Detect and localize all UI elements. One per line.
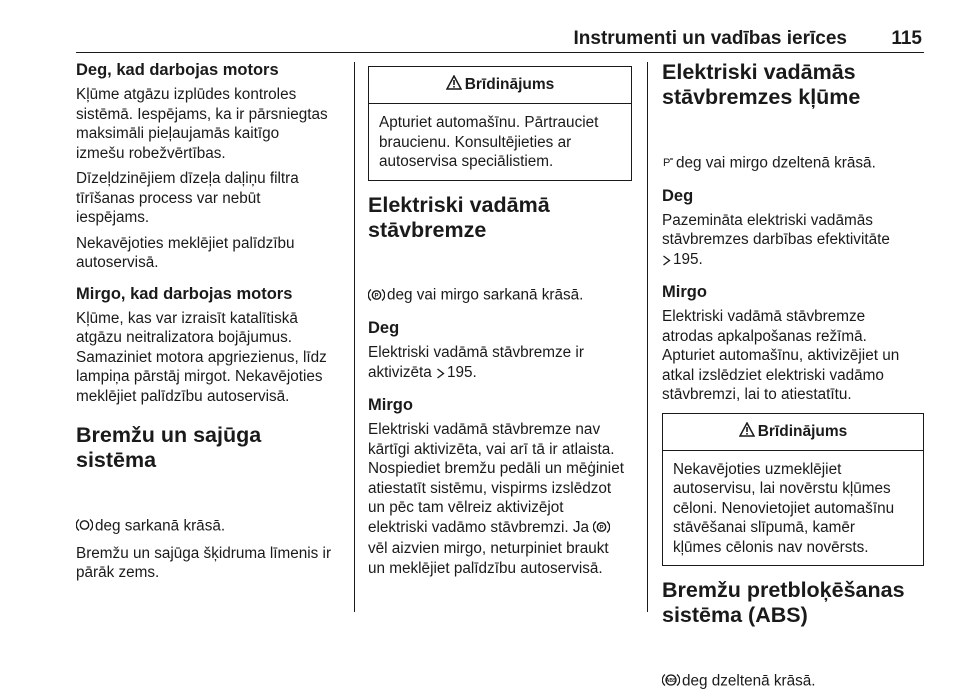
abs-icon <box>662 654 680 693</box>
paragraph: Pazemināta elektriski vadāmās stāvbremzes darbības efektivitāte 195. <box>662 211 924 272</box>
paragraph: Nekavējoties meklējiet palīdzību autoservisā. <box>76 234 295 271</box>
warning-box <box>662 413 924 567</box>
paragraph: P deg vai mirgo dzeltenā krāsā. <box>662 116 924 175</box>
page-number: 115 <box>891 28 922 49</box>
paragraph: deg sarkanā krāsā. <box>76 479 344 538</box>
brake-warning-icon <box>76 499 93 538</box>
paragraph: Elektriski vadāmā stāvbremze atrodas apkalpošanas režīmā. Apturiet automašīnu, aktivizējiet un atkal izslēdziet elektriski vadāmo stāvbremzi, lai to atiestatītu. <box>662 308 900 403</box>
heading-brake-system: Bremžu un sajūga sistēma <box>76 423 262 472</box>
warning-header: Brīdinājums <box>369 67 631 104</box>
page-header <box>0 0 960 56</box>
column-left <box>76 60 344 589</box>
parking-brake-fault-icon <box>662 136 674 175</box>
header-divider <box>76 52 924 53</box>
column-divider <box>647 62 648 612</box>
warning-triangle-icon <box>446 75 462 95</box>
svg-text:ABS: ABS <box>665 678 677 684</box>
svg-text:P: P <box>599 524 604 531</box>
warning-box <box>368 66 632 181</box>
svg-text:P: P <box>663 157 671 169</box>
warning-text: Nekavējoties uzmeklējiet autoservisu, lai novērstu kļūmes cēloni. Nenovietojiet automašīnu stāvēšanai slīpumā, kamēr kļūmes cēlonis nav novērsts. <box>673 460 895 556</box>
heading-epb-fault: Elektriski vadāmās stāvbremzes kļūme <box>662 60 861 109</box>
parking-brake-icon <box>368 268 385 307</box>
warning-header: Brīdinājums <box>663 414 923 451</box>
paragraph: ABS deg dzeltenā krāsā. <box>662 634 924 693</box>
heading-epb: Elektriski vadāmā stāvbremze <box>368 192 550 242</box>
paragraph: Dīzeļdzinējiem dīzeļa daļiņu filtra tīrīšanas process var nebūt iespējams. <box>76 170 299 226</box>
heading-engine-blink: Mirgo, kad darbojas motors <box>76 284 293 303</box>
column-middle <box>368 60 632 584</box>
heading-flash: Mirgo <box>662 283 707 301</box>
page-reference-icon <box>662 252 671 272</box>
heading-flash: Mirgo <box>368 396 413 414</box>
paragraph: P deg vai mirgo sarkanā krāsā. <box>368 249 632 308</box>
svg-text:P: P <box>374 292 379 299</box>
column-divider <box>354 62 355 612</box>
heading-on: Deg <box>662 186 694 205</box>
heading-engine-on: Deg, kad darbojas motors <box>76 61 279 79</box>
page-reference-icon <box>436 365 445 385</box>
column-right <box>662 60 924 699</box>
warning-triangle-icon <box>739 422 755 442</box>
warning-text: Apturiet automašīnu. Pārtrauciet braucienu. Konsultējieties ar autoservisa speciālistiem. <box>379 114 599 170</box>
paragraph: Elektriski vadāmā stāvbremze ir aktivizēta 195. <box>368 343 632 384</box>
heading-on: Deg <box>368 319 400 337</box>
paragraph: Kļūme, kas var izraisīt katalītiskā atgāzu neitralizatora bojājumus. Samaziniet motora apgriezienus, līdz lampiņa pārstāj mirgot. Nekavējoties meklējiet palīdzību autoservisā. <box>76 309 327 405</box>
paragraph: Kļūme atgāzu izplūdes kontroles sistēmā. Iespējams, ka ir pārsniegtas maksimāli pieļaujamās kaitīgo izmešu robežvērtības. <box>76 86 328 162</box>
parking-brake-icon <box>593 520 610 540</box>
heading-abs: Bremžu pretbloķēšanas sistēma (ABS) <box>662 578 905 627</box>
paragraph: Elektriski vadāmā stāvbremze nav kārtīgi aktivizēta, vai arī tā ir atlaista. Nospiediet bremžu pedāli un mēģiniet atiestatīt sistēmu, vispirms izslēdzot un pēc tam vēlreiz aktivizējot elektriski vadāmo stāvbremzi. Ja P vēl aizvien mirgo, neturpiniet braukt un meklējiet palīdzību autoservisā. <box>368 421 624 577</box>
chapter-title: Instrumenti un vadības ierīces <box>573 28 847 49</box>
paragraph: Bremžu un sajūga šķidruma līmenis ir pārāk zems. <box>76 544 332 581</box>
